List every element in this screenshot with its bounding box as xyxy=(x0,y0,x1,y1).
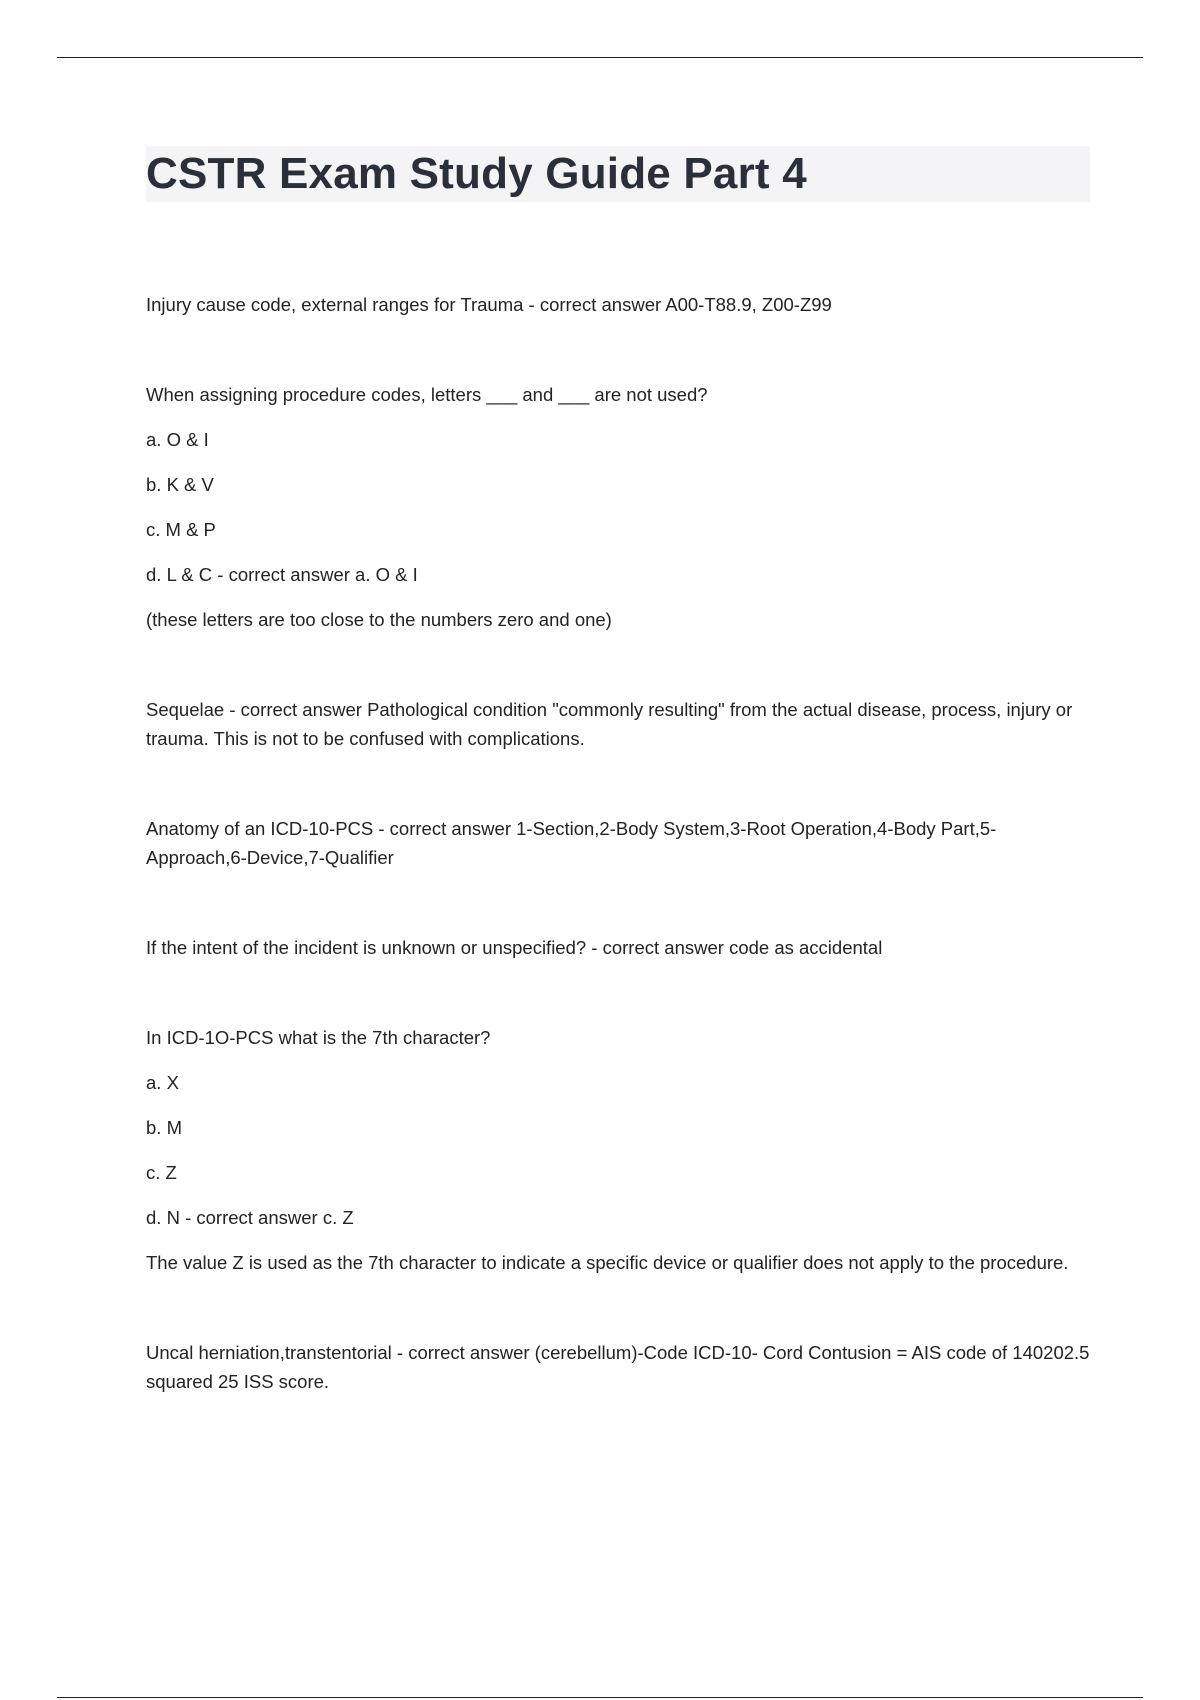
answer-explanation: The value Z is used as the 7th character to indicate a specific device or qualifier does not apply to the procedure. xyxy=(146,1252,1069,1273)
option-a: a. X xyxy=(146,1072,179,1093)
qa-text: Anatomy of an ICD-10-PCS - correct answer 1-Section,2-Body System,3-Root Operation,4-Body Part,5-Approach,6-Device,7-Qualifier xyxy=(146,818,997,868)
option-c: c. Z xyxy=(146,1162,177,1183)
option-d-answer: d. N - correct answer c. Z xyxy=(146,1207,354,1228)
page-content xyxy=(146,146,1090,1396)
option-a: a. O & I xyxy=(146,429,209,450)
bottom-rule xyxy=(57,1697,1143,1698)
title-banner xyxy=(146,146,1090,202)
page-title: CSTR Exam Study Guide Part 4 xyxy=(146,149,807,198)
question-text: When assigning procedure codes, letters ___ and ___ are not used? xyxy=(146,384,708,405)
qa-entry-procedure-letters xyxy=(146,380,1090,634)
qa-text: Injury cause code, external ranges for Trauma - correct answer A00-T88.9, Z00-Z99 xyxy=(146,294,832,315)
question-text: In ICD-1O-PCS what is the 7th character? xyxy=(146,1027,491,1048)
qa-text: If the intent of the incident is unknown or unspecified? - correct answer code as accidental xyxy=(146,937,883,958)
qa-entry-unknown-intent xyxy=(146,933,1090,962)
qa-entry-uncal-herniation xyxy=(146,1338,1090,1396)
qa-entry-sequelae xyxy=(146,695,1090,753)
option-b: b. K & V xyxy=(146,474,214,495)
option-c: c. M & P xyxy=(146,519,216,540)
qa-text: Sequelae - correct answer Pathological condition "commonly resulting" from the actual disease, process, injury or trauma. This is not to be confused with complications. xyxy=(146,699,1073,749)
top-rule xyxy=(57,57,1143,58)
option-d-answer: d. L & C - correct answer a. O & I xyxy=(146,564,418,585)
qa-text: Uncal herniation,transtentorial - correct answer (cerebellum)-Code ICD-10- Cord Contusion = AIS code of 140202.5 squared 25 ISS score. xyxy=(146,1342,1090,1392)
qa-entry-seventh-character xyxy=(146,1023,1090,1277)
option-b: b. M xyxy=(146,1117,182,1138)
qa-entry-injury-cause-code xyxy=(146,290,1090,319)
qa-entry-icd-10-pcs-anatomy xyxy=(146,814,1090,872)
answer-explanation: (these letters are too close to the numbers zero and one) xyxy=(146,609,612,630)
